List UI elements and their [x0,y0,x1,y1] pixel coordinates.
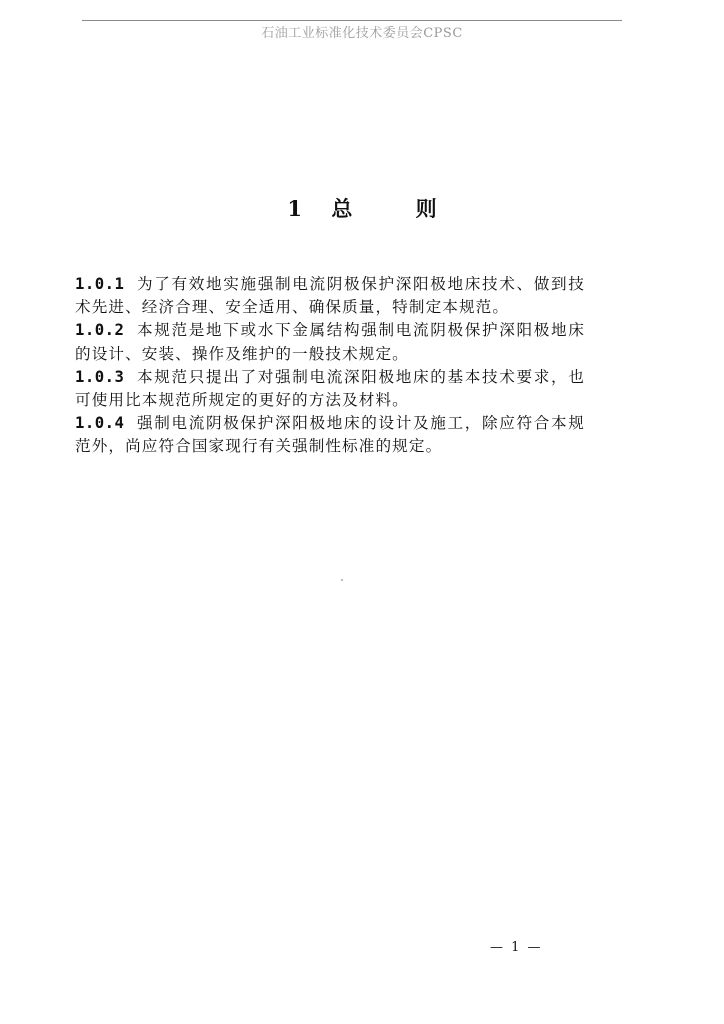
clause-1-0-1 [75,273,585,319]
clause-text: 本规范是地下或水下金属结构强制电流阴极保护深阳极地床的设计、安装、操作及维护的一般技术规定。 [75,321,585,363]
header-rule [82,20,622,21]
scan-speck [341,579,343,581]
clause-number: 1.0.4 [75,414,125,433]
header-watermark-text: 石油工业标准化技术委员会CPSC [261,26,463,41]
clause-1-0-4 [75,412,585,458]
chapter-title-part2: 则 [415,196,437,221]
clause-number: 1.0.1 [75,275,125,293]
clause-text: 强制电流阴极保护深阳极地床的设计及施工，除应符合本规范外，尚应符合国家现行有关强制性标准的规定。 [75,414,585,456]
clause-number: 1.0.2 [75,321,125,340]
chapter-number: 1 [287,196,302,221]
clause-list [75,273,585,459]
clause-text: 本规范只提出了对强制电流深阳极地床的基本技术要求，也可使用比本规范所规定的更好的方法及材料。 [75,367,585,410]
chapter-title [0,193,724,223]
chapter-title-part1: 总 [331,196,353,221]
page-number: — 1 — [490,940,543,955]
clause-1-0-3 [75,366,585,412]
clause-1-0-2 [75,319,585,365]
clause-text: 为了有效地实施强制电流阴极保护深阳极地床技术、做到技术先进、经济合理、安全适用、确保质量，特制定本规范。 [75,275,585,317]
clause-number: 1.0.3 [75,367,125,386]
